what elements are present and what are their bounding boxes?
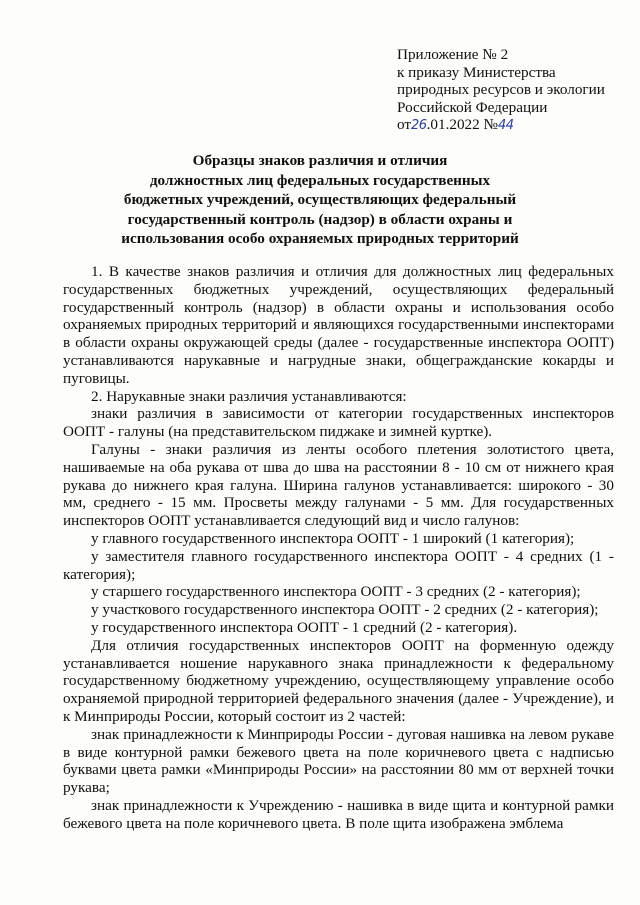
title-line: использования особо охраняемых природных территорий — [121, 230, 519, 248]
list-item-senior-inspector: у старшего государственного инспектора ООПТ - 3 средних (2 - категория); — [91, 583, 581, 601]
document-title — [60, 151, 580, 249]
title-line: должностных лиц федеральных государственных — [149, 171, 491, 189]
paragraph-ministry-badge: знак принадлежности к Минприроды России - дуговая нашивка на левом рукаве в виде контурной рамки бежевого цвета на поле коричневого цвета с надписью буквами цвета рамки «Минприроды России» на расстоянии 80 мм от верхней точки рукава; — [63, 725, 614, 797]
list-item-deputy-chief-inspector: у заместителя главного государственного инспектора ООПТ - 4 средних (1 - категория); — [63, 547, 614, 583]
appendix-federation-line: Российской Федерации — [397, 98, 548, 116]
title-line: государственный контроль (надзор) в области охраны и — [127, 210, 513, 228]
paragraph-galloons: Галуны - знаки различия из ленты особого плетения золотистого цвета, нашиваемые на оба рукава от шва до шва на расстоянии 8 - 10 см от нижнего края рукава до нижнего края галуна. Ширина галунов устанавливается: широкого - 30 мм, среднего - 15 мм. Просветы между галунами - 5 мм. Для государственных инспекторов ООПТ устанавливается следующий вид и число галунов: — [63, 440, 614, 530]
list-item-inspector: у государственного инспектора ООПТ - 1 средний (2 - категория). — [91, 618, 518, 636]
title-line: бюджетных учреждений, осуществляющих федеральный — [123, 191, 517, 209]
appendix-date-line — [397, 116, 632, 135]
paragraph-insignia-categories: знаки различия в зависимости от категории государственных инспекторов ООПТ - галуны (на представительском пиджаке и зимней куртке). — [63, 405, 614, 441]
appendix-header — [397, 46, 632, 135]
date-prefix: от — [397, 116, 412, 134]
document-body — [63, 263, 614, 833]
list-item-chief-inspector: у главного государственного инспектора ООПТ - 1 широкий (1 категория); — [91, 529, 575, 547]
paragraph-1: 1. В качестве знаков различия и отличия для должностных лиц федеральных государственных бюджетных учреждений, осуществляющих федеральный государственный контроль (надзор) в области охраны и использования особо охраняемых природных территорий и являющихся государственными инспекторами в области охраны окружающей среды (далее - государственные инспектора ООПТ) устанавливаются нарукавные и нагрудные знаки, общегражданские кокарды и пуговицы. — [63, 263, 614, 387]
title-line: Образцы знаков различия и отличия — [192, 152, 448, 169]
handwritten-order-number: 44 — [498, 118, 514, 134]
paragraph-sleeve-badge: Для отличия государственных инспекторов ООПТ на форменную одежду устанавливается ношение нарукавного знака принадлежности к федеральному государственному бюджетному учреждению, осуществляющему управление особо охраняемой природной территорией федерального значения (далее - Учреждение), и к Минприроды России, который состоит из 2 частей: — [63, 636, 614, 725]
handwritten-day: 26 — [411, 118, 427, 134]
appendix-order-line: к приказу Министерства — [397, 63, 556, 81]
appendix-ministry-line: природных ресурсов и экологии — [397, 81, 605, 99]
date-rest: .01.2022 № — [426, 116, 499, 134]
paragraph-institution-badge: знак принадлежности к Учреждению - нашивка в виде щита и контурной рамки бежевого цвета на поле коричневого цвета. В поле щита изображена эмблема — [63, 796, 614, 832]
list-item-district-inspector: у участкового государственного инспектора ООПТ - 2 средних (2 - категория); — [91, 601, 599, 619]
paragraph-2: 2. Нарукавные знаки различия устанавливаются: — [91, 387, 407, 405]
appendix-number: Приложение № 2 — [397, 46, 509, 63]
